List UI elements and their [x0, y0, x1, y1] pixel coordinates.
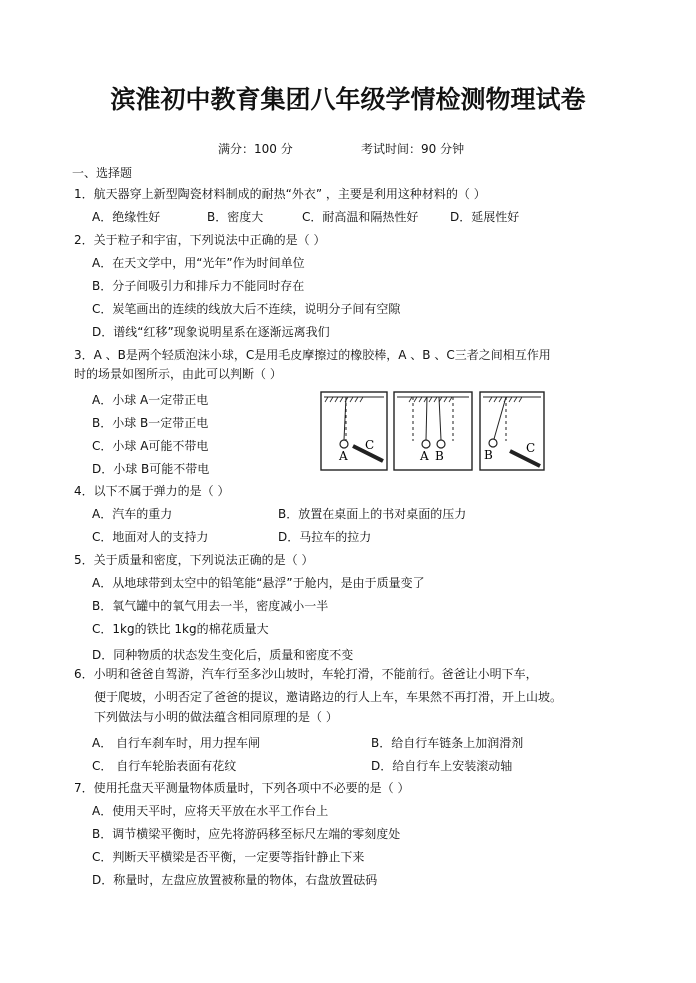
figure-label-b: B	[484, 448, 493, 462]
figure-panel-3	[480, 392, 544, 470]
q6-stem-line1: 6．小明和爸爸自驾游，汽车行至多沙山坡时，车轮打滑，不能前行。爸爸让小明下车，	[74, 667, 538, 681]
q2-option-d: D．谱线“红移”现象说明星系在逐渐远离我们	[92, 325, 330, 339]
q7-option-d: D．称量时，左盘应放置被称量的物体，右盘放置砝码	[92, 873, 378, 887]
q6-stem-line2: 便于爬坡，小明否定了爸爸的提议，邀请路边的行人上车，车果然不再打滑，开上山坡。	[94, 690, 563, 704]
q6-option-b: B．给自行车链条上加润滑剂	[371, 736, 524, 750]
exam-info	[0, 140, 696, 158]
full-score: 满分：100 分	[218, 142, 293, 156]
q1-stem: 1．航天器穿上新型陶瓷材料制成的耐热“外衣” ，主要是利用这种材料的（ ）	[74, 187, 486, 201]
q1-option-c: C．耐高温和隔热性好	[302, 210, 419, 224]
q7-option-c: C．判断天平横梁是否平衡，一定要等指针静止下来	[92, 850, 365, 864]
q4-option-c: C．地面对人的支持力	[92, 530, 209, 544]
q1-option-d: D．延展性好	[450, 210, 520, 224]
exam-time: 考试时间：90 分钟	[361, 142, 465, 156]
q2-option-a: A．在天文学中，用“光年”作为时间单位	[92, 256, 305, 270]
figure-label-c: C	[526, 441, 536, 455]
q3-stem-line1: 3．A 、B是两个轻质泡沫小球，C是用毛皮摩擦过的橡胶棒，A 、B 、C三者之间相互作用	[74, 348, 551, 362]
q4-stem: 4．以下不属于弹力的是（ ）	[74, 484, 230, 498]
q6-option-d: D．给自行车上安装滚动轴	[371, 759, 513, 773]
section-heading: 一、选择题	[72, 166, 133, 180]
q3-option-c: C．小球 A可能不带电	[92, 439, 209, 453]
q3-stem-line2: 时的场景如图所示，由此可以判断（ ）	[74, 367, 282, 381]
q2-stem: 2．关于粒子和宇宙，下列说法中正确的是（ ）	[74, 233, 326, 247]
q6-stem-line3: 下列做法与小明的做法蕴含相同原理的是（ ）	[94, 710, 338, 724]
q4-option-b: B．放置在桌面上的书对桌面的压力	[278, 507, 467, 521]
q3-option-b: B．小球 B一定带正电	[92, 416, 209, 430]
q4-option-a: A．汽车的重力	[92, 507, 173, 521]
q7-stem: 7．使用托盘天平测量物体质量时，下列各项中不必要的是（ ）	[74, 781, 410, 795]
q5-option-c: C．1kg的铁比 1kg的棉花质量大	[92, 622, 269, 636]
q6-option-c: C． 自行车轮胎表面有花纹	[92, 759, 237, 773]
q7-option-b: B．调节横梁平衡时，应先将游码移至标尺左端的零刻度处	[92, 827, 401, 841]
figure-label-b: B	[435, 449, 444, 463]
q5-option-b: B．氧气罐中的氧气用去一半，密度减小一半	[92, 599, 329, 613]
figure-label-c: C	[365, 438, 375, 452]
q1-option-b: B．密度大	[207, 210, 264, 224]
q2-option-c: C．炭笔画出的连续的线放大后不连续，说明分子间有空隙	[92, 302, 401, 316]
q6-option-a: A． 自行车刹车时，用力捏车闸	[92, 736, 261, 750]
q4-option-d: D．马拉车的拉力	[278, 530, 372, 544]
q1-option-a: A．绝缘性好	[92, 210, 161, 224]
q5-option-d: D．同种物质的状态发生变化后，质量和密度不变	[92, 648, 354, 662]
q5-option-a: A．从地球带到太空中的铅笔能“悬浮”于舱内，是由于质量变了	[92, 576, 425, 590]
charge-interaction-figure	[320, 391, 546, 473]
q2-option-b: B．分子间吸引力和排斥力不能同时存在	[92, 279, 305, 293]
q3-option-a: A．小球 A一定带正电	[92, 393, 209, 407]
figure-panel-1	[321, 392, 387, 470]
exam-title: 滨淮初中教育集团八年级学情检测物理试卷	[110, 85, 586, 114]
q5-stem: 5．关于质量和密度，下列说法正确的是（ ）	[74, 553, 314, 567]
q7-option-a: A．使用天平时，应将天平放在水平工作台上	[92, 804, 329, 818]
q3-option-d: D．小球 B可能不带电	[92, 462, 210, 476]
figure-panel-2	[394, 392, 472, 470]
figure-label-a: A	[420, 449, 429, 463]
figure-label-a: A	[339, 449, 348, 463]
